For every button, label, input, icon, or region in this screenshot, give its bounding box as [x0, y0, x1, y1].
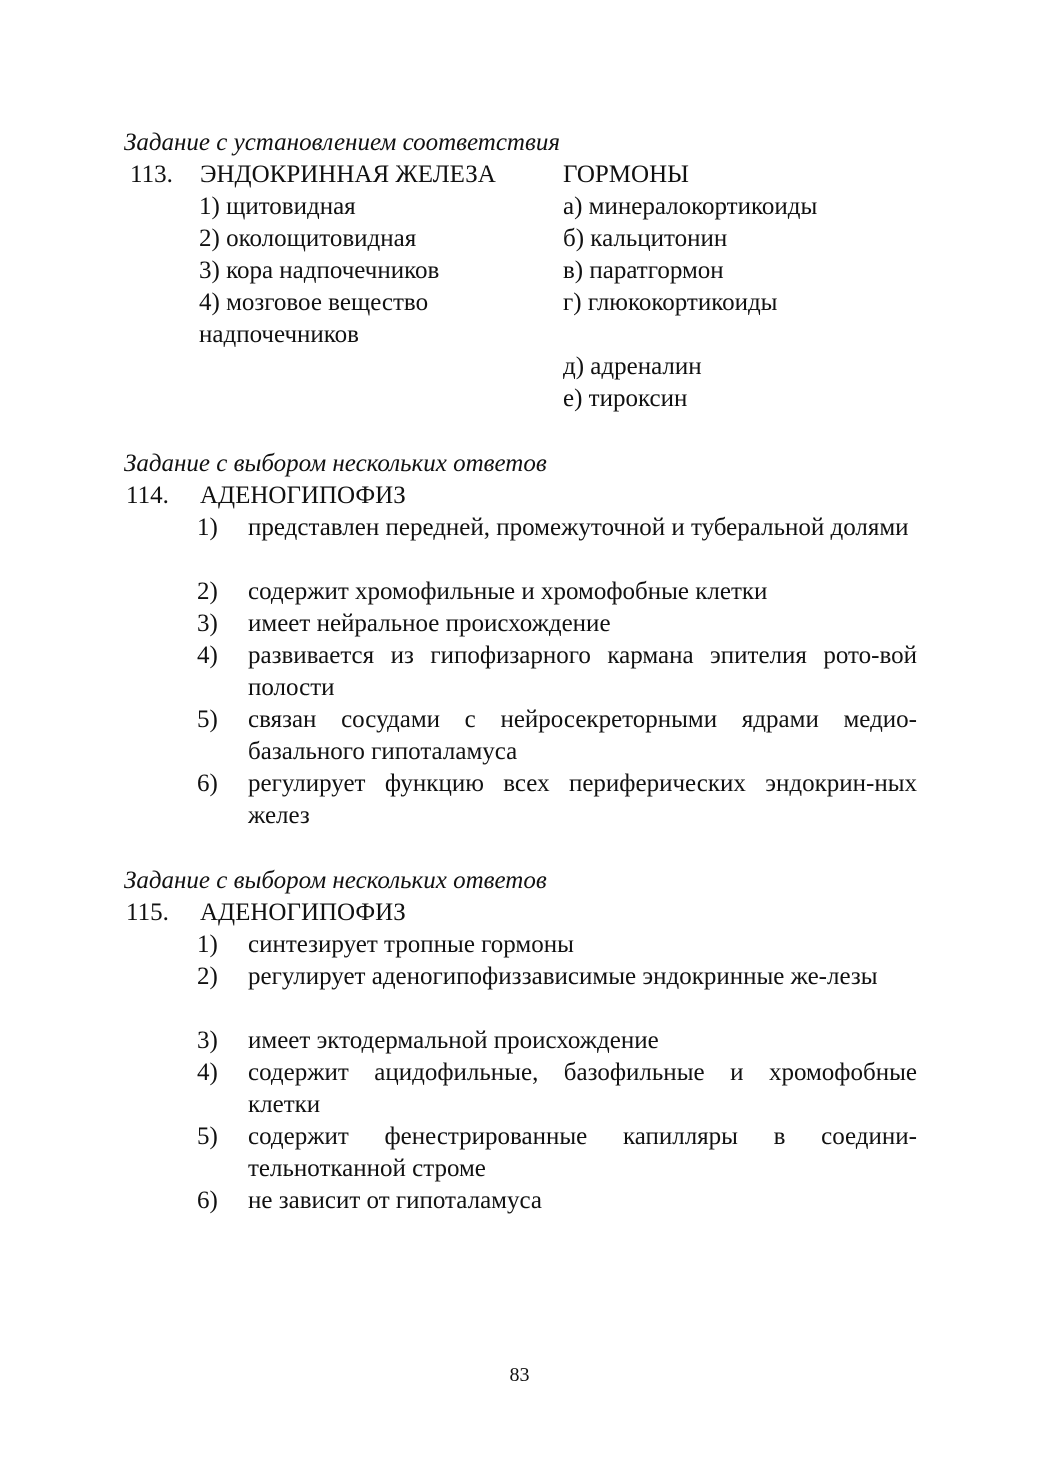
option-text: связан сосудами с нейросекреторными ядрами медио-базального гипоталамуса — [248, 706, 917, 765]
q115-task-type: Задание с выбором нескольких ответов — [124, 867, 547, 894]
option-text: содержит ацидофильные, базофильные и хромофобные клетки — [248, 1059, 917, 1118]
option-number: 5) — [197, 706, 218, 733]
option-number: 6) — [197, 770, 218, 797]
q113-right-item: е) тироксин — [563, 385, 688, 412]
q113-right-item: а) минералокортикоиды — [563, 193, 818, 220]
option-number: 6) — [197, 1187, 218, 1214]
q113-right-item: г) глюкокортикоиды — [563, 289, 778, 316]
option-number: 3) — [197, 1027, 218, 1054]
q113-left-item: 1) щитовидная — [199, 193, 356, 220]
q113-left-header: ЭНДОКРИННАЯ ЖЕЛЕЗА — [200, 161, 496, 188]
option-number: 4) — [197, 642, 218, 669]
q113-left-item: надпочечников — [199, 321, 359, 348]
option-number: 1) — [197, 514, 218, 541]
option-text: регулирует аденогипофиззависимые эндокринные же-лезы — [248, 963, 878, 990]
q113-right-item: в) паратгормон — [563, 257, 724, 284]
q113-right-item: д) адреналин — [563, 353, 702, 380]
option-number: 2) — [197, 578, 218, 605]
q113-task-type: Задание с установлением соответствия — [124, 129, 560, 156]
q114-number: 114. — [126, 482, 169, 509]
q115-title: АДЕНОГИПОФИЗ — [200, 899, 406, 926]
option-text: имеет эктодермальной происхождение — [248, 1027, 659, 1054]
option-text: содержит фенестрированные капилляры в соедини-тельнотканной строме — [248, 1123, 917, 1182]
option-text: содержит хромофильные и хромофобные клетки — [248, 578, 768, 605]
q114-task-type: Задание с выбором нескольких ответов — [124, 450, 547, 477]
page-number: 83 — [509, 1364, 530, 1386]
option-number: 3) — [197, 610, 218, 637]
q114-title: АДЕНОГИПОФИЗ — [200, 482, 406, 509]
q113-left-item: 4) мозговое вещество — [199, 289, 429, 316]
q113-right-item: б) кальцитонин — [563, 225, 728, 252]
option-text: имеет нейральное происхождение — [248, 610, 611, 637]
option-text: не зависит от гипоталамуса — [248, 1187, 542, 1214]
option-text: представлен передней, промежуточной и туберальной долями — [248, 514, 909, 541]
q113-number: 113. — [130, 161, 173, 188]
q115-number: 115. — [126, 899, 169, 926]
option-text: развивается из гипофизарного кармана эпителия рото-вой полости — [248, 642, 917, 701]
q113-left-item: 3) кора надпочечников — [199, 257, 440, 284]
option-text: синтезирует тропные гормоны — [248, 931, 574, 958]
option-number: 4) — [197, 1059, 218, 1086]
option-number: 5) — [197, 1123, 218, 1150]
option-text: регулирует функцию всех периферических эндокрин-ных желез — [248, 770, 917, 829]
option-number: 2) — [197, 963, 218, 990]
q113-right-header: ГОРМОНЫ — [563, 161, 689, 188]
q113-left-item: 2) околощитовидная — [199, 225, 417, 252]
option-number: 1) — [197, 931, 218, 958]
